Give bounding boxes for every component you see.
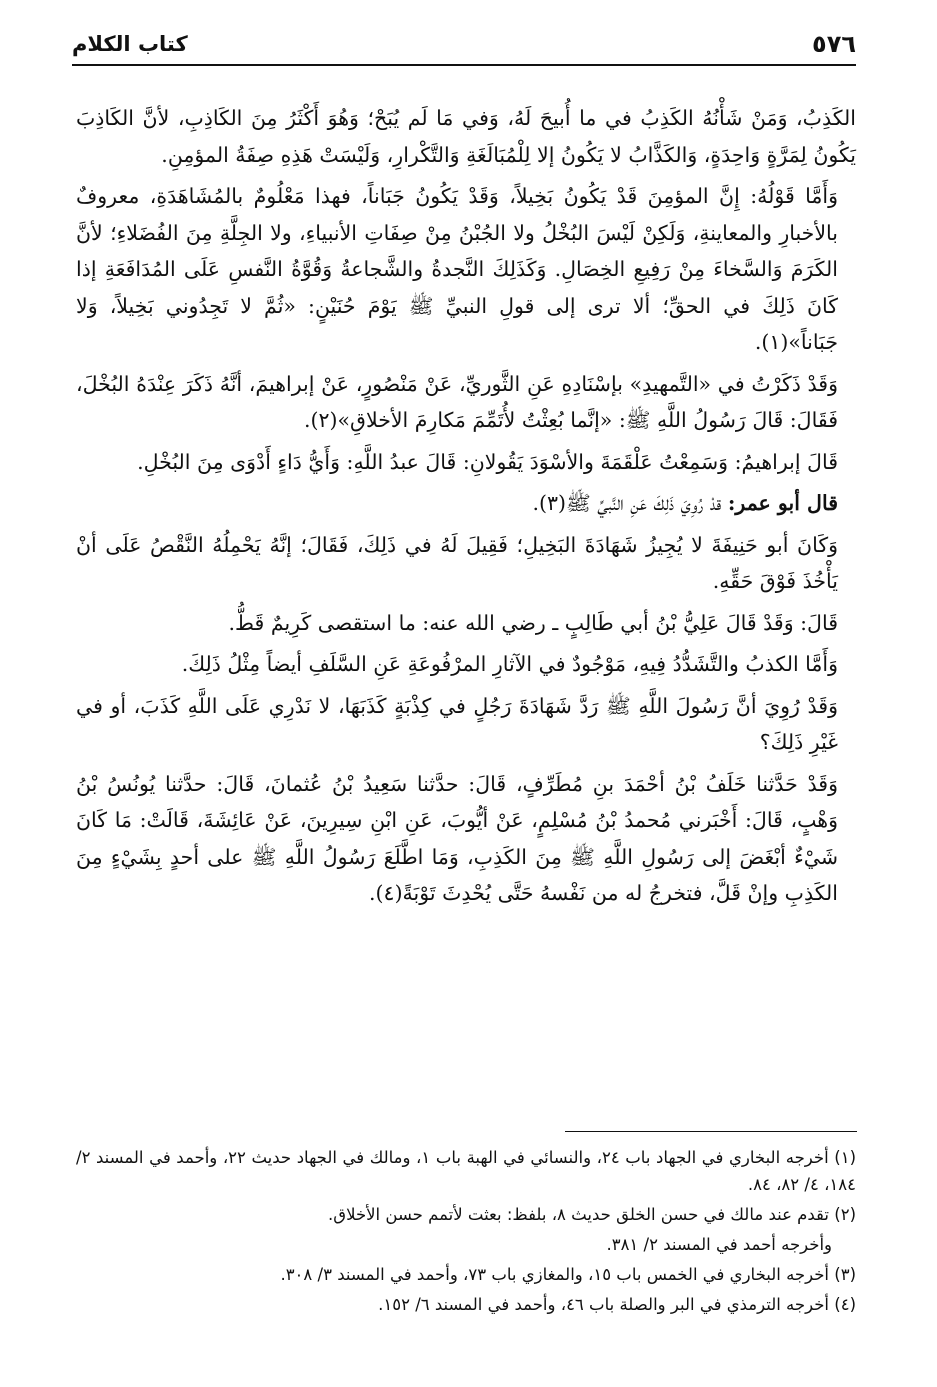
paragraph: وَقَدْ ذَكَرْتُ في «التَّمهيدِ» بإسْنَادِهِ عَنِ الثَّوريِّ، عَنْ مَنْصُورٍ، عَنْ إبراهيمَ، أنَّهُ ذَكَرَ عِنْدَهُ البُخْلَ، فَقَالَ: قَالَ رَسُولُ اللَّهِ ﷺ: «إنَّما بُعِثْتُ لأُتَمِّمَ مَكارِمَ الأخلاقِ»(٢).: [76, 371, 838, 432]
paragraph: الكَذِبُ، وَمَنْ شَأْنُهُ الكَذِبُ في ما أُبيحَ لَهُ، وَفي مَا لَم يُبَحْ؛ وَهُوَ أَكْثَرُ مِنَ الكَاذِبِ، لأنَّ الكَاذِبَ يَكُونُ لِمَرَّةٍ وَاحِدَةٍ، وَالكَذَّابُ لا يَكُونُ إلا لِلْمُبَالَغَةِ وَالتَّكْرارِ، وَلَيْسَتْ هَذِهِ صِفَةُ المؤمِنِ.: [76, 106, 856, 167]
paragraph: وَأَمَّا قَوْلُهُ: إِنَّ المؤمِنَ قَدْ يَكُونُ بَخِيلاً، وَقَدْ يَكُونُ جَبَاناً، فهذا مَعْلُومٌ بالمُشَاهَدَةِ، معروفٌ بالأخبارِ والمعاينةِ، وَلَكِنْ لَيْسَ البُخْلُ ولا الجُبْنُ مِنْ صِفَاتِ الأنبياءِ، ولا الجِلَّةِ مِنَ الفُضَلاءِ؛ لأنَّ الكَرَمَ وَالسَّخاءَ مِنْ رَفِيعِ الخِصَالِ. وَكَذَلِكَ النَّجدةُ والشَّجاعةُ وَقُوَّةُ النَّفسِ عَلَى المُدَافَعَةِ إذا كَانَ ذَلِكَ في الحقِّ؛ ألا ترى إلى قولِ النبيِّ ﷺ يَوْمَ حُنَيْنٍ: «ثُمَّ لا تَجِدُوني بَخِيلاً، وَلا جَبَاناً»(١).: [76, 184, 838, 354]
page-header: [72, 30, 856, 66]
abu-omar-text: قدْ رُوِيَ ذَلِكَ عَنِ النَّبيِّ ﷺ(٣).: [532, 491, 722, 515]
abu-omar-paragraph: [76, 485, 856, 522]
footnote-divider: [565, 1131, 857, 1132]
footnote: (٤) أخرجه الترمذي في البر والصلة باب ٤٦، وأحمد في المسند ٦/ ١٥٢.: [378, 1295, 856, 1314]
footnote: (١) أخرجه البخاري في الجهاد باب ٢٤، والنسائي في الهبة باب ١، ومالك في الجهاد حديث ٢٢، وأحمد في المسند ٢/ ١٨٤، ٤/ ٨٢، ٨٤.: [76, 1148, 856, 1194]
page-number: ٥٧٦: [812, 30, 856, 58]
paragraph: وَأَمَّا الكذبُ والتَّشَدُّدُ فِيهِ، مَوْجُودٌ في الآثارِ المرْفُوعَةِ عَنِ السَّلَفِ أيضاً مِثْلُ ذَلِكَ.: [181, 652, 838, 676]
paragraph: وَكَانَ أبو حَنِيفَةَ لا يُجِيزُ شَهَادَةَ البَخِيلِ؛ فَقِيلَ لَهُ في ذَلِكَ، فَقَالَ؛ إنَّهُ يَحْمِلُهُ النَّقْصُ عَلَى أنْ يَأْخُذَ فَوْقَ حَقِّهِ.: [76, 532, 838, 593]
paragraph: قَالَ إبراهيمُ: وَسَمِعْتُ عَلْقَمَةَ والأسْوَدَ يَقُولانِ: قَالَ عبدُ اللَّهِ: وَأَيُّ دَاءٍ أَدْوَى مِنَ البُخْلِ.: [137, 449, 838, 474]
main-text: [76, 100, 856, 917]
paragraph: قَالَ: وَقَدْ قَالَ عَلِيُّ بْنُ أبي طَالِبٍ ـ رضي الله عنه: ما استقصى كَرِيمٌ قَطُّ.: [228, 610, 838, 635]
footnote-continuation: وأخرجه أحمد في المسند ٢/ ٣٨١.: [606, 1235, 832, 1254]
footnotes: [76, 1144, 856, 1321]
running-title: كتاب الكلام: [72, 32, 188, 56]
abu-omar-label: قال أبو عمر:: [727, 491, 838, 515]
footnote: (٢) تقدم عند مالك في حسن الخلق حديث ٨، بلفظ: بعثت لأتمم حسن الأخلاق.: [328, 1205, 856, 1224]
paragraph: وَقَدْ حَدَّثنا خَلَفُ بْنُ أحْمَدَ بنِ مُطَرِّفٍ، قَالَ: حدَّثنا سَعِيدُ بْنُ عُثمانَ، قَالَ: حدَّثنا يُونُسُ بْنُ وَهْبٍ، قَالَ: أَخْبَرني مُحمدُ بْنُ مُسْلِمٍ، عَنْ أيُّوبَ، عَنِ ابْنِ سِيرِينَ، عَنْ عَائِشَةَ، قَالَتْ: مَا كَانَ شَيْءٌ أبْغَضَ إلى رَسُولِ اللَّهِ ﷺ مِنَ الكَذِبِ، وَمَا اطَّلَعَ رَسُولُ اللَّهِ ﷺ على أحدٍ بِشَيْءٍ مِنَ الكَذِبِ وإنْ قَلَّ، فتخرجُ له من نَفْسهُ حَتَّى يُحْدِثَ تَوْبَةً(٤).: [76, 771, 838, 905]
paragraph: وَقَدْ رُوِيَ أنَّ رَسُولَ اللَّهِ ﷺ رَدَّ شَهَادَةَ رَجُلٍ في كِذْبَةٍ كَذَبَهَا، لا نَدْرِي عَلَى اللَّهِ كَذَبَ، أو في غَيْرِ ذَلِكَ؟: [76, 693, 838, 754]
footnote: (٣) أخرجه البخاري في الخمس باب ١٥، والمغازي باب ٧٣، وأحمد في المسند ٣/ ٣٠٨.: [280, 1265, 856, 1284]
